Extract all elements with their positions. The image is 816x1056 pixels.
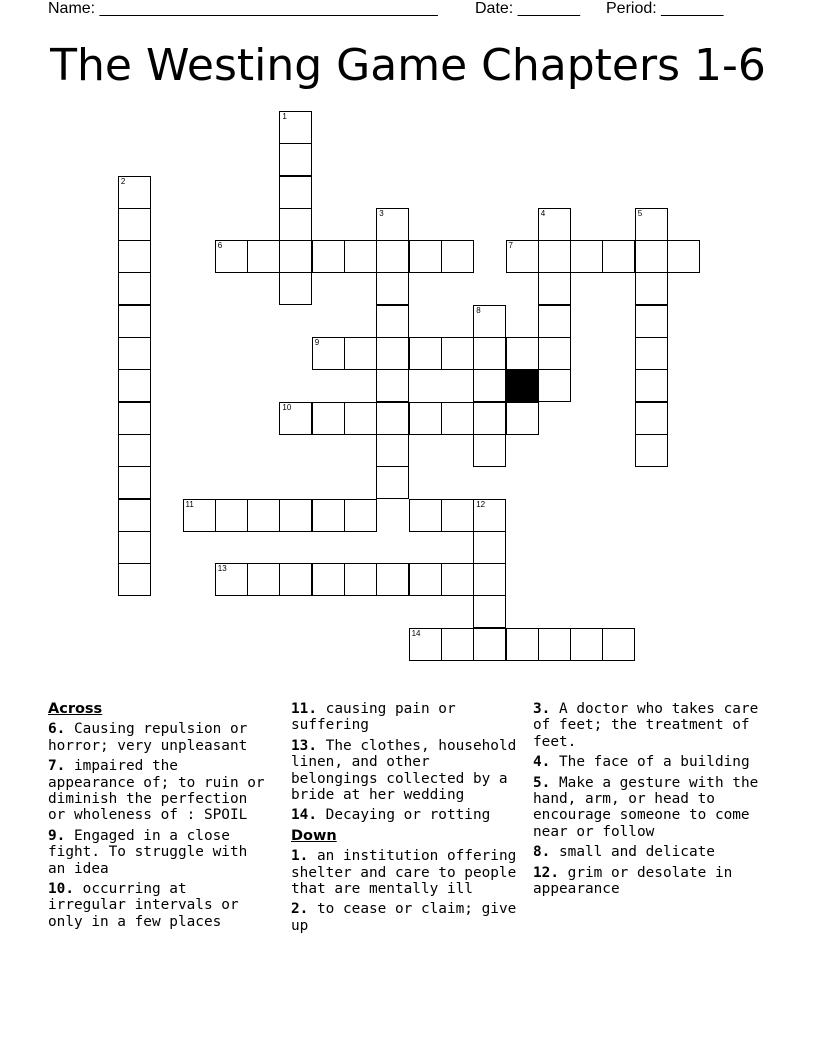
clue-column-2 [291, 701, 517, 938]
crossword-cell[interactable] [441, 628, 474, 661]
crossword-cell[interactable] [376, 305, 409, 338]
crossword-cell[interactable] [312, 563, 345, 596]
crossword-cell[interactable] [667, 240, 700, 273]
crossword-cell[interactable] [473, 595, 506, 628]
crossword-cell[interactable] [570, 628, 603, 661]
crossword-cell[interactable] [376, 208, 409, 241]
crossword-cell[interactable] [441, 563, 474, 596]
down-clue: 3. A doctor who takes care of feet; the treatment of feet. [533, 701, 759, 750]
crossword-cell[interactable] [409, 499, 442, 532]
crossword-cell[interactable] [635, 240, 668, 273]
crossword-cell[interactable] [376, 369, 409, 402]
crossword-cell[interactable] [376, 337, 409, 370]
crossword-cell[interactable] [473, 434, 506, 467]
crossword-cell[interactable] [506, 240, 539, 273]
down-clue: 8. small and delicate [533, 844, 715, 861]
crossword-cell[interactable] [635, 337, 668, 370]
crossword-cell[interactable] [409, 563, 442, 596]
crossword-cell[interactable] [602, 240, 635, 273]
across-heading: Across [48, 701, 103, 717]
across-clue: 6. Causing repulsion or horror; very unpleasant [48, 721, 248, 754]
down-clue: 4. The face of a building [533, 754, 750, 771]
crossword-cell[interactable] [473, 563, 506, 596]
crossword-cell[interactable] [506, 337, 539, 370]
crossword-cell[interactable] [118, 402, 151, 435]
across-clue: 10. occurring at irregular intervals or only in a few places [48, 881, 239, 930]
black-cell [506, 369, 539, 402]
date-field[interactable]: Date: _______ [475, 0, 580, 17]
across-clue: 11. causing pain or suffering [291, 701, 456, 734]
crossword-cell[interactable] [538, 369, 571, 402]
crossword-cell[interactable] [247, 499, 280, 532]
crossword-cell[interactable] [570, 240, 603, 273]
down-clue: 2. to cease or claim; give up [291, 901, 517, 934]
down-heading: Down [291, 827, 337, 844]
crossword-cell[interactable] [247, 240, 280, 273]
across-clue: 13. The clothes, household linen, and other belongings collected by a bride at her wedding [291, 737, 517, 804]
period-field[interactable]: Period: _______ [606, 0, 724, 17]
clue-number: 1 [282, 111, 287, 121]
crossword-cell[interactable] [279, 111, 312, 144]
clue-number: 7 [508, 241, 513, 251]
crossword-cell[interactable] [376, 402, 409, 435]
crossword-cell[interactable] [473, 402, 506, 435]
down-clue: 5. Make a gesture with the hand, arm, or head to encourage someone to come near or follow [533, 774, 759, 840]
crossword-cell[interactable] [215, 563, 248, 596]
down-clue: 12. grim or desolate in appearance [533, 864, 733, 898]
clue-number: 4 [540, 208, 546, 218]
crossword-cell[interactable] [602, 628, 635, 661]
across-clue: 7. impaired the appearance of; to ruin or diminish the perfection or wholeness of : SPOIL [48, 758, 265, 824]
crossword-cell[interactable] [344, 499, 377, 532]
crossword-cell[interactable] [538, 337, 571, 370]
crossword-cell[interactable] [312, 240, 345, 273]
clue-number: 3 [379, 208, 384, 218]
down-clue: 1. an institution offering shelter and care to people that are mentally ill [291, 848, 517, 898]
crossword-cell[interactable] [279, 272, 312, 305]
crossword-cell[interactable] [344, 337, 377, 370]
crossword-cell[interactable] [118, 272, 151, 305]
crossword-cell[interactable] [215, 240, 248, 273]
crossword-cell[interactable] [473, 305, 506, 338]
crossword-cell[interactable] [118, 240, 151, 273]
crossword-cell[interactable] [279, 208, 312, 241]
crossword-cell[interactable] [441, 337, 474, 370]
crossword-cell[interactable] [635, 208, 668, 241]
crossword-cell[interactable] [538, 305, 571, 338]
crossword-cell[interactable] [118, 176, 151, 209]
crossword-cell[interactable] [279, 143, 312, 176]
crossword-cell[interactable] [441, 499, 474, 532]
crossword-cell[interactable] [344, 563, 377, 596]
crossword-cell[interactable] [376, 272, 409, 305]
clue-number: 8 [476, 305, 481, 315]
clue-column-1 [48, 701, 270, 934]
crossword-cell[interactable] [279, 499, 312, 532]
crossword-cell[interactable] [279, 176, 312, 209]
crossword-cell[interactable] [312, 337, 345, 370]
across-clue: 14. Decaying or rotting [291, 807, 491, 824]
crossword-cell[interactable] [279, 563, 312, 596]
crossword-cell[interactable] [118, 305, 151, 338]
crossword-cell[interactable] [473, 531, 506, 564]
name-field[interactable]: Name: ______________________________________ [48, 0, 438, 17]
crossword-cell[interactable] [376, 240, 409, 273]
crossword-cell[interactable] [409, 337, 442, 370]
clue-number: 10 [282, 402, 292, 412]
crossword-cell[interactable] [344, 402, 377, 435]
crossword-cell[interactable] [409, 240, 442, 273]
crossword-cell[interactable] [635, 369, 668, 402]
crossword-cell[interactable] [183, 499, 216, 532]
clue-number: 5 [637, 208, 643, 218]
crossword-cell[interactable] [473, 499, 506, 532]
crossword-cell[interactable] [312, 402, 345, 435]
crossword-cell[interactable] [118, 434, 151, 467]
crossword-cell[interactable] [635, 272, 668, 305]
crossword-cell[interactable] [538, 208, 571, 241]
crossword-cell[interactable] [118, 369, 151, 402]
crossword-cell[interactable] [635, 434, 668, 467]
crossword-cell[interactable] [344, 240, 377, 273]
crossword-cell[interactable] [473, 628, 506, 661]
crossword-cell[interactable] [473, 337, 506, 370]
crossword-cell[interactable] [118, 499, 151, 532]
across-clue: 9. Engaged in a close fight. To struggle with an idea [48, 827, 248, 877]
crossword-cell[interactable] [118, 466, 151, 499]
crossword-cell[interactable] [376, 466, 409, 499]
crossword-cell[interactable] [376, 434, 409, 467]
clue-number: 11 [185, 499, 194, 509]
crossword-cell[interactable] [635, 305, 668, 338]
crossword-cell[interactable] [409, 402, 442, 435]
crossword-cell[interactable] [118, 563, 151, 596]
clue-number: 6 [217, 241, 223, 251]
crossword-cell[interactable] [441, 240, 474, 273]
crossword-cell[interactable] [279, 240, 312, 273]
clue-number: 12 [476, 499, 486, 509]
crossword-cell[interactable] [118, 531, 151, 564]
page-title: The Westing Game Chapters 1-6 [50, 40, 766, 91]
crossword-cell[interactable] [118, 337, 151, 370]
crossword-cell[interactable] [506, 628, 539, 661]
crossword-cell[interactable] [118, 208, 151, 241]
clue-column-3 [533, 701, 773, 901]
clue-number: 9 [314, 338, 320, 347]
crossword-cell[interactable] [279, 402, 312, 435]
crossword-cell[interactable] [409, 628, 442, 661]
crossword-cell[interactable] [376, 563, 409, 596]
crossword-cell[interactable] [312, 499, 345, 532]
crossword-cell[interactable] [441, 402, 474, 435]
crossword-cell[interactable] [538, 628, 571, 661]
crossword-cell[interactable] [635, 402, 668, 435]
clue-number: 14 [411, 628, 421, 638]
crossword-cell[interactable] [215, 499, 248, 532]
clue-number: 13 [217, 564, 227, 574]
clue-number: 2 [120, 176, 126, 186]
crossword-cell[interactable] [538, 272, 571, 305]
crossword-cell[interactable] [247, 563, 280, 596]
crossword-cell[interactable] [473, 369, 506, 402]
crossword-cell[interactable] [506, 402, 539, 435]
